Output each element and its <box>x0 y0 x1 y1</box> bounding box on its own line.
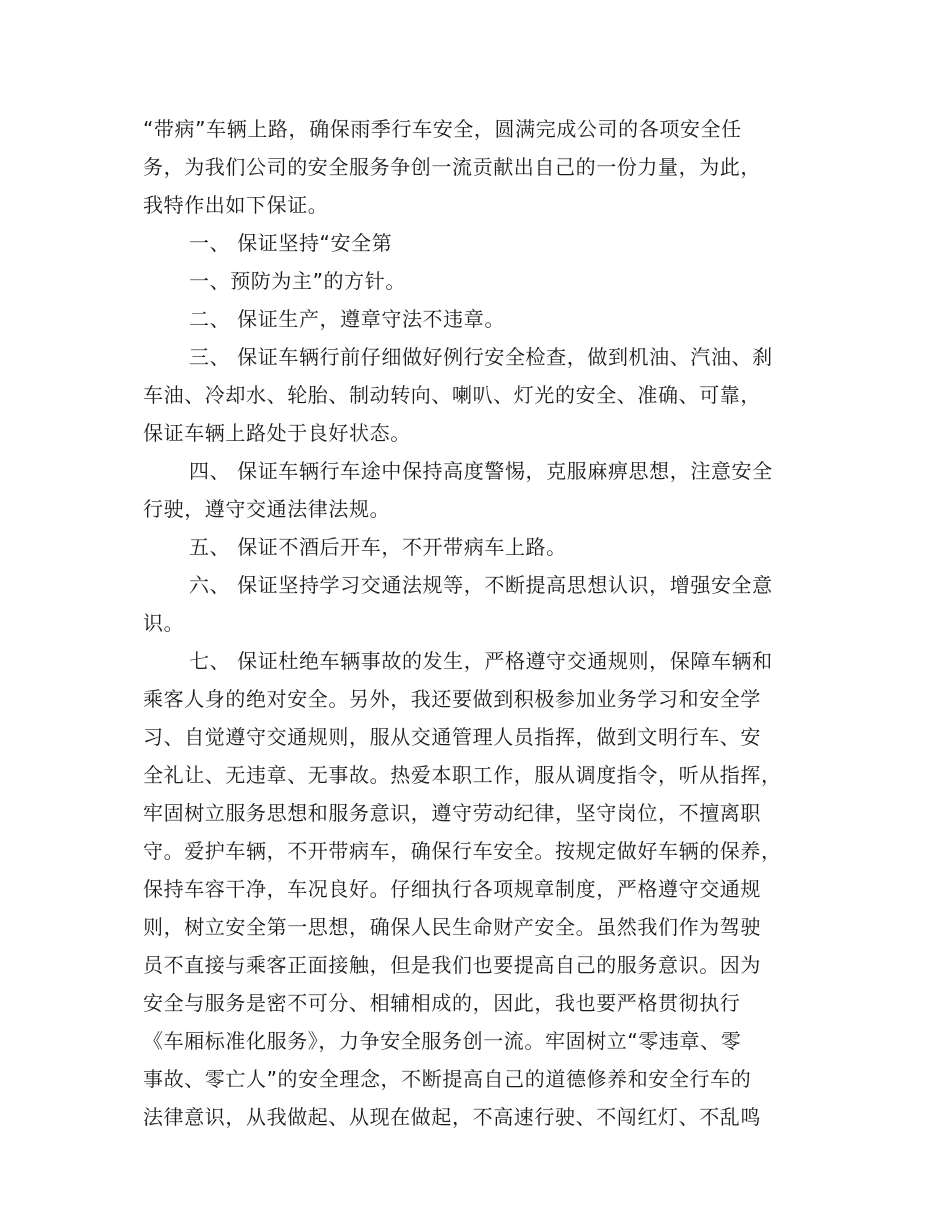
text-line: 保证车辆上路处于良好状态。 <box>143 421 411 445</box>
text-line: 七、 保证杜绝车辆事故的发生，严格遵守交通规则，保障车辆和 <box>189 649 773 673</box>
text-line: 全礼让、无违章、无事故。热爱本职工作，服从调度指令，听从指挥， <box>143 763 782 787</box>
text-line: 法律意识，从我做起、从现在做起，不高速行驶、不闯红灯、不乱鸣 <box>143 1105 761 1129</box>
text-line: 二、 保证生产，遵章守法不违章。 <box>189 307 505 331</box>
text-line: 识。 <box>143 611 185 635</box>
text-line: 保持车容干净，车况良好。仔细执行各项规章制度，严格遵守交通规 <box>143 877 761 901</box>
text-line: 行驶，遵守交通法律法规。 <box>143 497 391 521</box>
text-line: 安全与服务是密不可分、相辅相成的，因此，我也要严格贯彻执行 <box>143 991 741 1015</box>
text-line: 事故、零亡人”的安全理念，不断提高自己的道德修养和安全行车的 <box>143 1067 752 1091</box>
text-line: 三、 保证车辆行前仔细做好例行安全检查，做到机油、汽油、刹 <box>189 345 773 369</box>
text-line: 习、自觉遵守交通规则，服从交通管理人员指挥，做到文明行车、安 <box>143 725 761 749</box>
text-line: 六、 保证坚持学习交通法规等，不断提高思想认识，增强安全意 <box>189 573 773 597</box>
document-body <box>143 110 813 1136</box>
text-line: 守。爱护车辆，不开带病车，确保行车安全。按规定做好车辆的保养， <box>143 839 782 863</box>
text-line: 五、 保证不酒后开车，不开带病车上路。 <box>189 535 567 559</box>
text-line: 《车厢标准化服务》，力争安全服务创一流。牢固树立“零违章、零 <box>143 1029 742 1053</box>
text-line: 车油、冷却水、轮胎、制动转向、喇叭、灯光的安全、准确、可靠， <box>143 383 761 407</box>
text-line: 务，为我们公司的安全服务争创一流贡献出自己的一份力量，为此， <box>143 155 761 179</box>
text-line: 则，树立安全第一思想，确保人民生命财产安全。虽然我们作为驾驶 <box>143 915 761 939</box>
text-line: “带病”车辆上路，确保雨季行车安全，圆满完成公司的各项安全任 <box>143 117 742 141</box>
text-line: 一、 保证坚持“安全第 <box>189 231 393 255</box>
text-line: 一、预防为主”的方针。 <box>189 269 406 293</box>
text-line: 我特作出如下保证。 <box>143 193 329 217</box>
text-line: 四、 保证车辆行车途中保持高度警惕，克服麻痹思想，注意安全 <box>189 459 773 483</box>
text-line: 牢固树立服务思想和服务意识，遵守劳动纪律，坚守岗位，不擅离职 <box>143 801 761 825</box>
text-line: 乘客人身的绝对安全。另外，我还要做到积极参加业务学习和安全学 <box>143 687 761 711</box>
text-line: 员不直接与乘客正面接触，但是我们也要提高自己的服务意识。因为 <box>143 953 761 977</box>
